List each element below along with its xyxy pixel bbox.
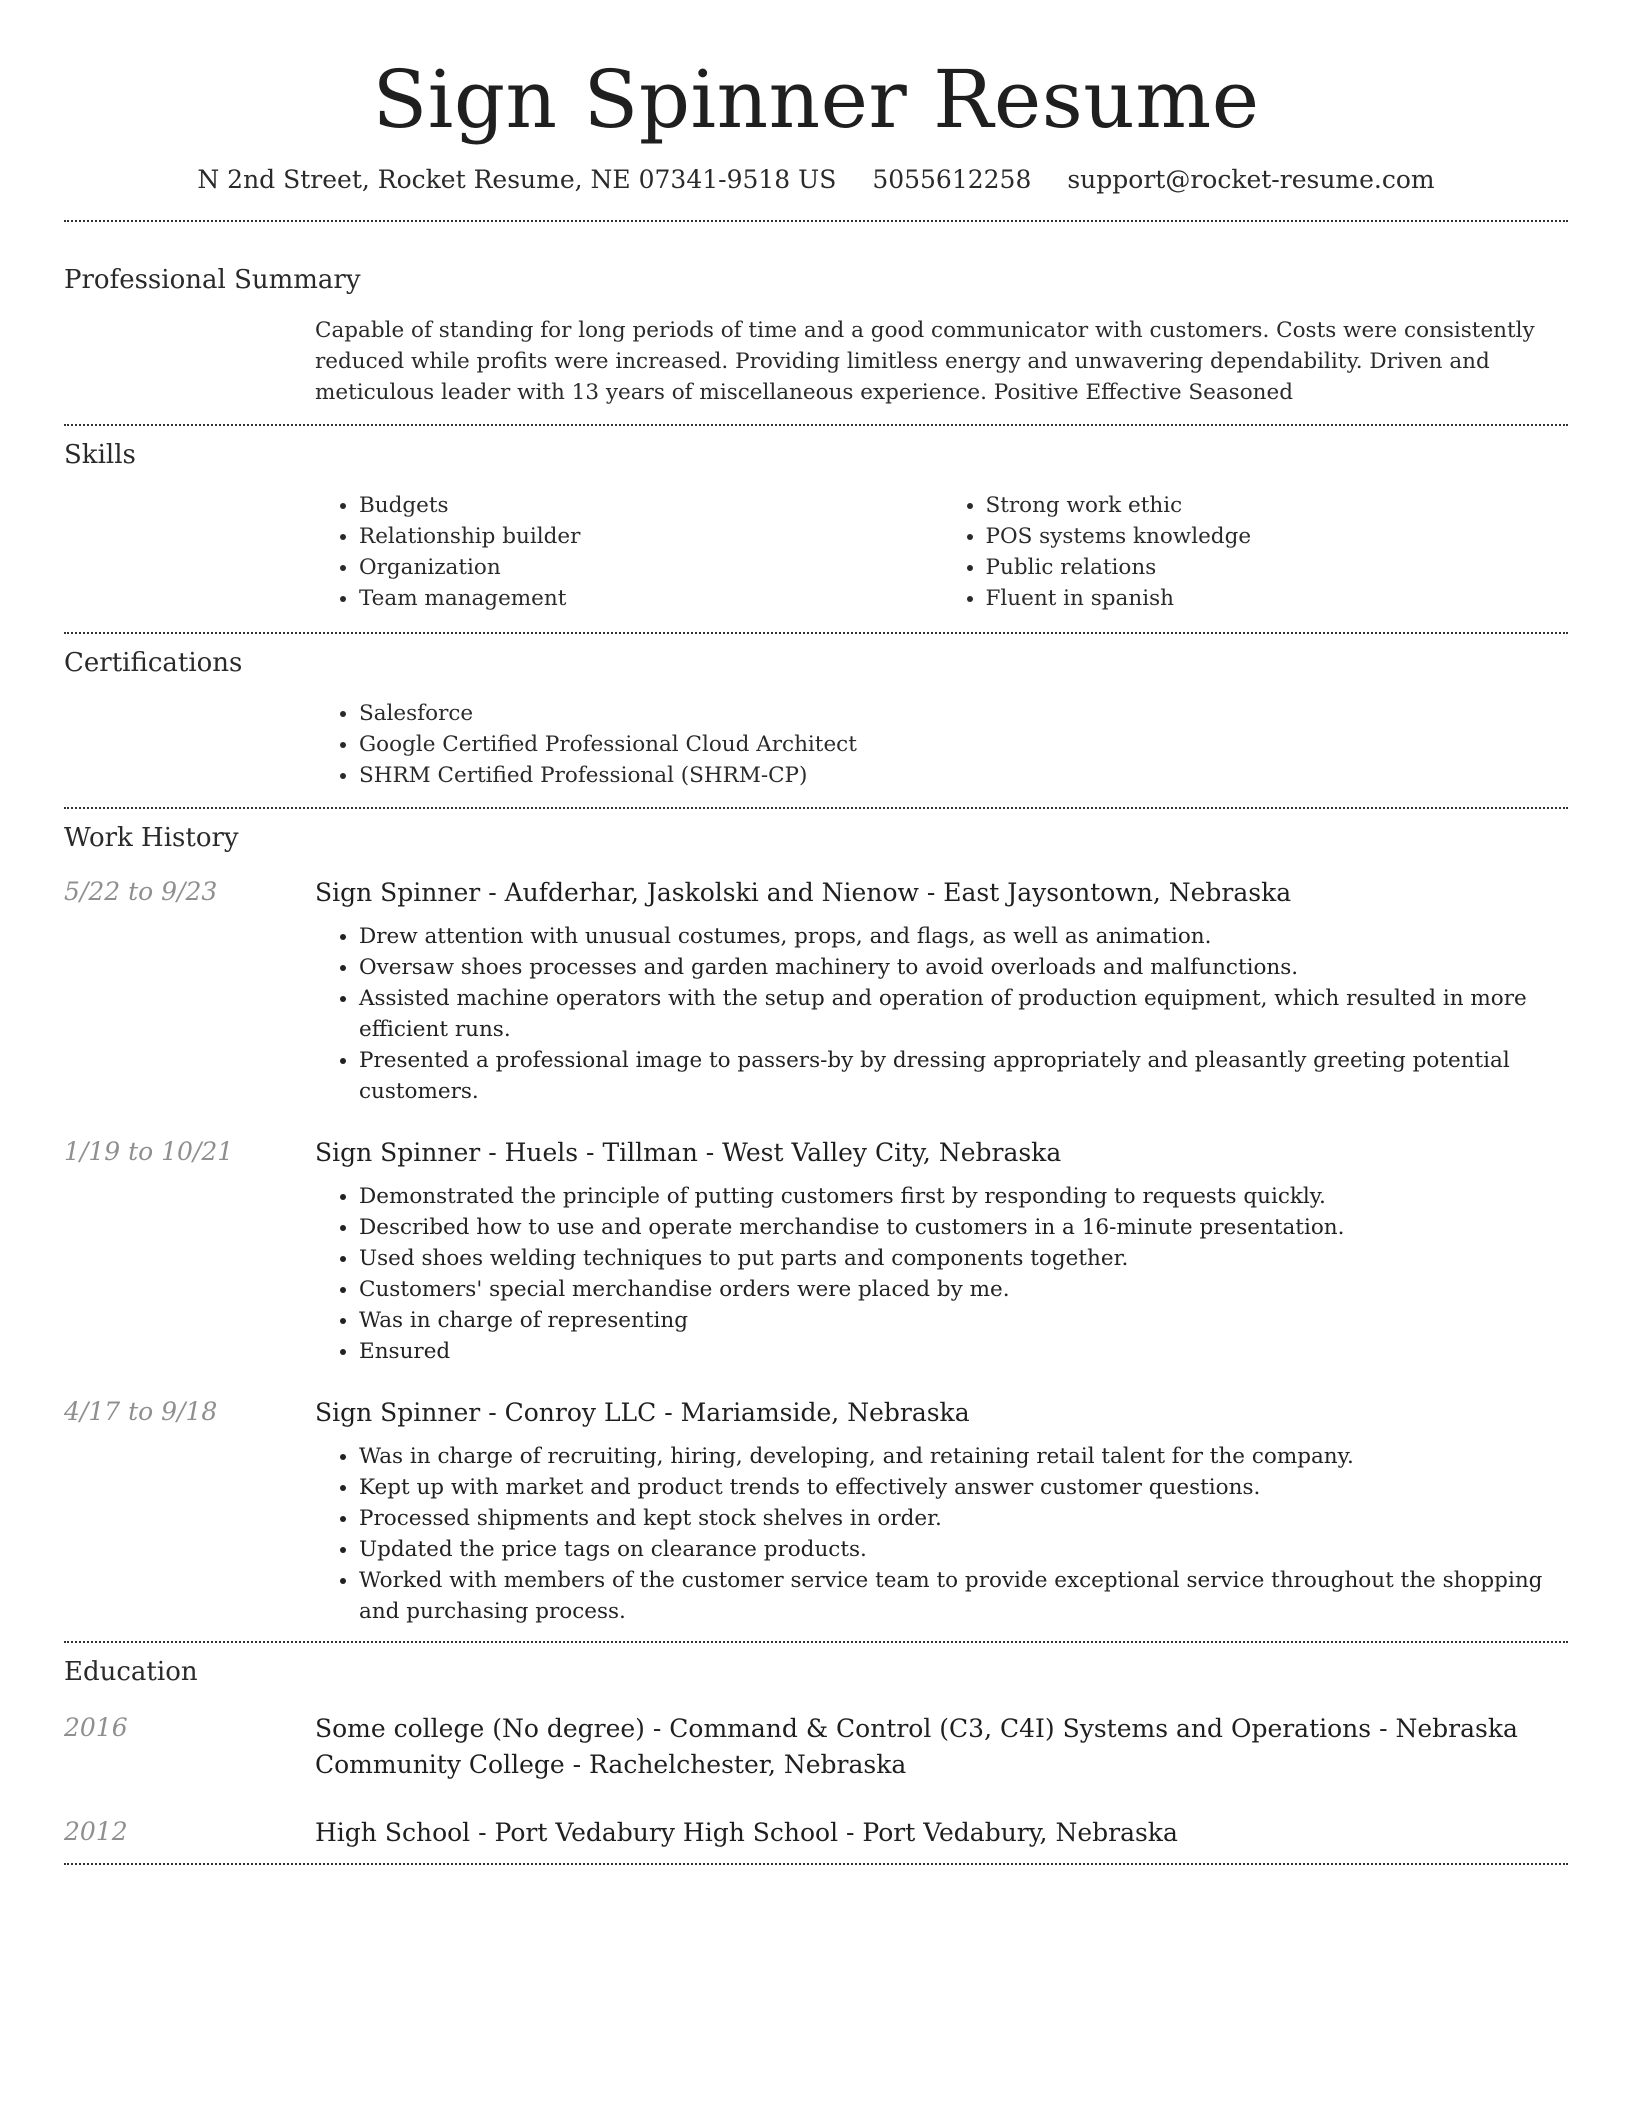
list-item: • Used shoes welding techniques to put parts and components together. (359, 1243, 1568, 1274)
skills-column-left (315, 490, 942, 614)
job-entry (64, 1135, 1568, 1367)
list-item: • Kept up with market and product trends to effectively answer customer questions. (359, 1472, 1568, 1503)
list-item: • Was in charge of recruiting, hiring, developing, and retaining retail talent for the company. (359, 1441, 1568, 1472)
list-item: • Budgets (359, 490, 942, 521)
education-heading: High School - Port Vedabury High School - Port Vedabury, Nebraska (315, 1818, 1178, 1847)
job-bullets (315, 921, 1568, 1107)
list-item: • Oversaw shoes processes and garden machinery to avoid overloads and malfunctions. (359, 952, 1568, 983)
list-item: • Salesforce (359, 698, 1568, 729)
list-item: • Fluent in spanish (986, 583, 1569, 614)
list-item: • Updated the price tags on clearance products. (359, 1534, 1568, 1565)
resume-page (64, 0, 1568, 1865)
contact-line (64, 162, 1568, 198)
list-item: • Public relations (986, 552, 1569, 583)
list-item: • Strong work ethic (986, 490, 1569, 521)
job-bullets (315, 1181, 1568, 1367)
job-heading: Sign Spinner - Huels - Tillman - West Valley City, Nebraska (315, 1138, 1062, 1167)
job-dates: 4/17 to 9/18 (64, 1397, 218, 1426)
job-heading: Sign Spinner - Aufderhar, Jaskolski and Nienow - East Jaysontown, Nebraska (315, 878, 1292, 907)
section-title: Skills (64, 440, 136, 470)
section-title: Certifications (64, 648, 243, 678)
skills-list (315, 490, 1568, 614)
list-item: • Organization (359, 552, 942, 583)
list-item: • Relationship builder (359, 521, 942, 552)
list-item: • Customers' special merchandise orders were placed by me. (359, 1274, 1568, 1305)
job-entry (64, 875, 1568, 1107)
list-item: • Processed shipments and kept stock shelves in order. (359, 1503, 1568, 1534)
work-history-section (64, 809, 1568, 1641)
list-item: • SHRM Certified Professional (SHRM-CP) (359, 760, 1568, 791)
job-dates: 1/19 to 10/21 (64, 1137, 234, 1166)
section-title: Professional Summary (64, 265, 361, 295)
list-item: • Worked with members of the customer service team to provide exceptional service throughout the shopping and purchasing process. (359, 1565, 1568, 1627)
education-year: 2012 (64, 1817, 128, 1846)
job-bullets (315, 1441, 1568, 1627)
list-item: • Team management (359, 583, 942, 614)
education-section (64, 1643, 1568, 1863)
list-item: • Described how to use and operate merchandise to customers in a 16-minute presentation. (359, 1212, 1568, 1243)
list-item: • Ensured (359, 1336, 1568, 1367)
resume-title: Sign Spinner Resume (372, 53, 1260, 146)
list-item: • Presented a professional image to passers-by by dressing appropriately and pleasantly greeting potential customers. (359, 1045, 1568, 1107)
education-heading: Some college (No degree) - Command & Control (C3, C4I) Systems and Operations - Nebraska Community College - Rachelchester, Nebraska (315, 1714, 1518, 1779)
section-title: Education (64, 1657, 198, 1687)
certifications-section (64, 634, 1568, 807)
list-item: • Demonstrated the principle of putting customers first by responding to requests quickly. (359, 1181, 1568, 1212)
skills-column-right (942, 490, 1569, 614)
divider (64, 1863, 1568, 1865)
list-item: • Was in charge of representing (359, 1305, 1568, 1336)
education-entry (64, 1815, 1568, 1851)
email: support@rocket-resume.com (1067, 165, 1435, 194)
summary-text: Capable of standing for long periods of time and a good communicator with customers. Costs were consistently reduced while profits were increased. Providing limitless energy and unwavering dependability. Driven and meticulous leader with 13 years of miscellaneous experience. Positive Effective Seasoned (315, 318, 1535, 405)
job-entry (64, 1395, 1568, 1627)
summary-section (64, 222, 1568, 424)
job-dates: 5/22 to 9/23 (64, 877, 218, 906)
list-item: • Assisted machine operators with the setup and operation of production equipment, which resulted in more efficient runs. (359, 983, 1568, 1045)
skills-section (64, 426, 1568, 632)
address: N 2nd Street, Rocket Resume, NE 07341-9518 US (197, 165, 837, 194)
list-item: • Drew attention with unusual costumes, props, and flags, as well as animation. (359, 921, 1568, 952)
job-heading: Sign Spinner - Conroy LLC - Mariamside, Nebraska (315, 1398, 970, 1427)
section-title: Work History (64, 823, 239, 853)
certifications-list (315, 698, 1568, 791)
list-item: • POS systems knowledge (986, 521, 1569, 552)
education-entry (64, 1711, 1568, 1783)
phone: 5055612258 (872, 165, 1032, 194)
list-item: • Google Certified Professional Cloud Architect (359, 729, 1568, 760)
education-year: 2016 (64, 1713, 128, 1742)
